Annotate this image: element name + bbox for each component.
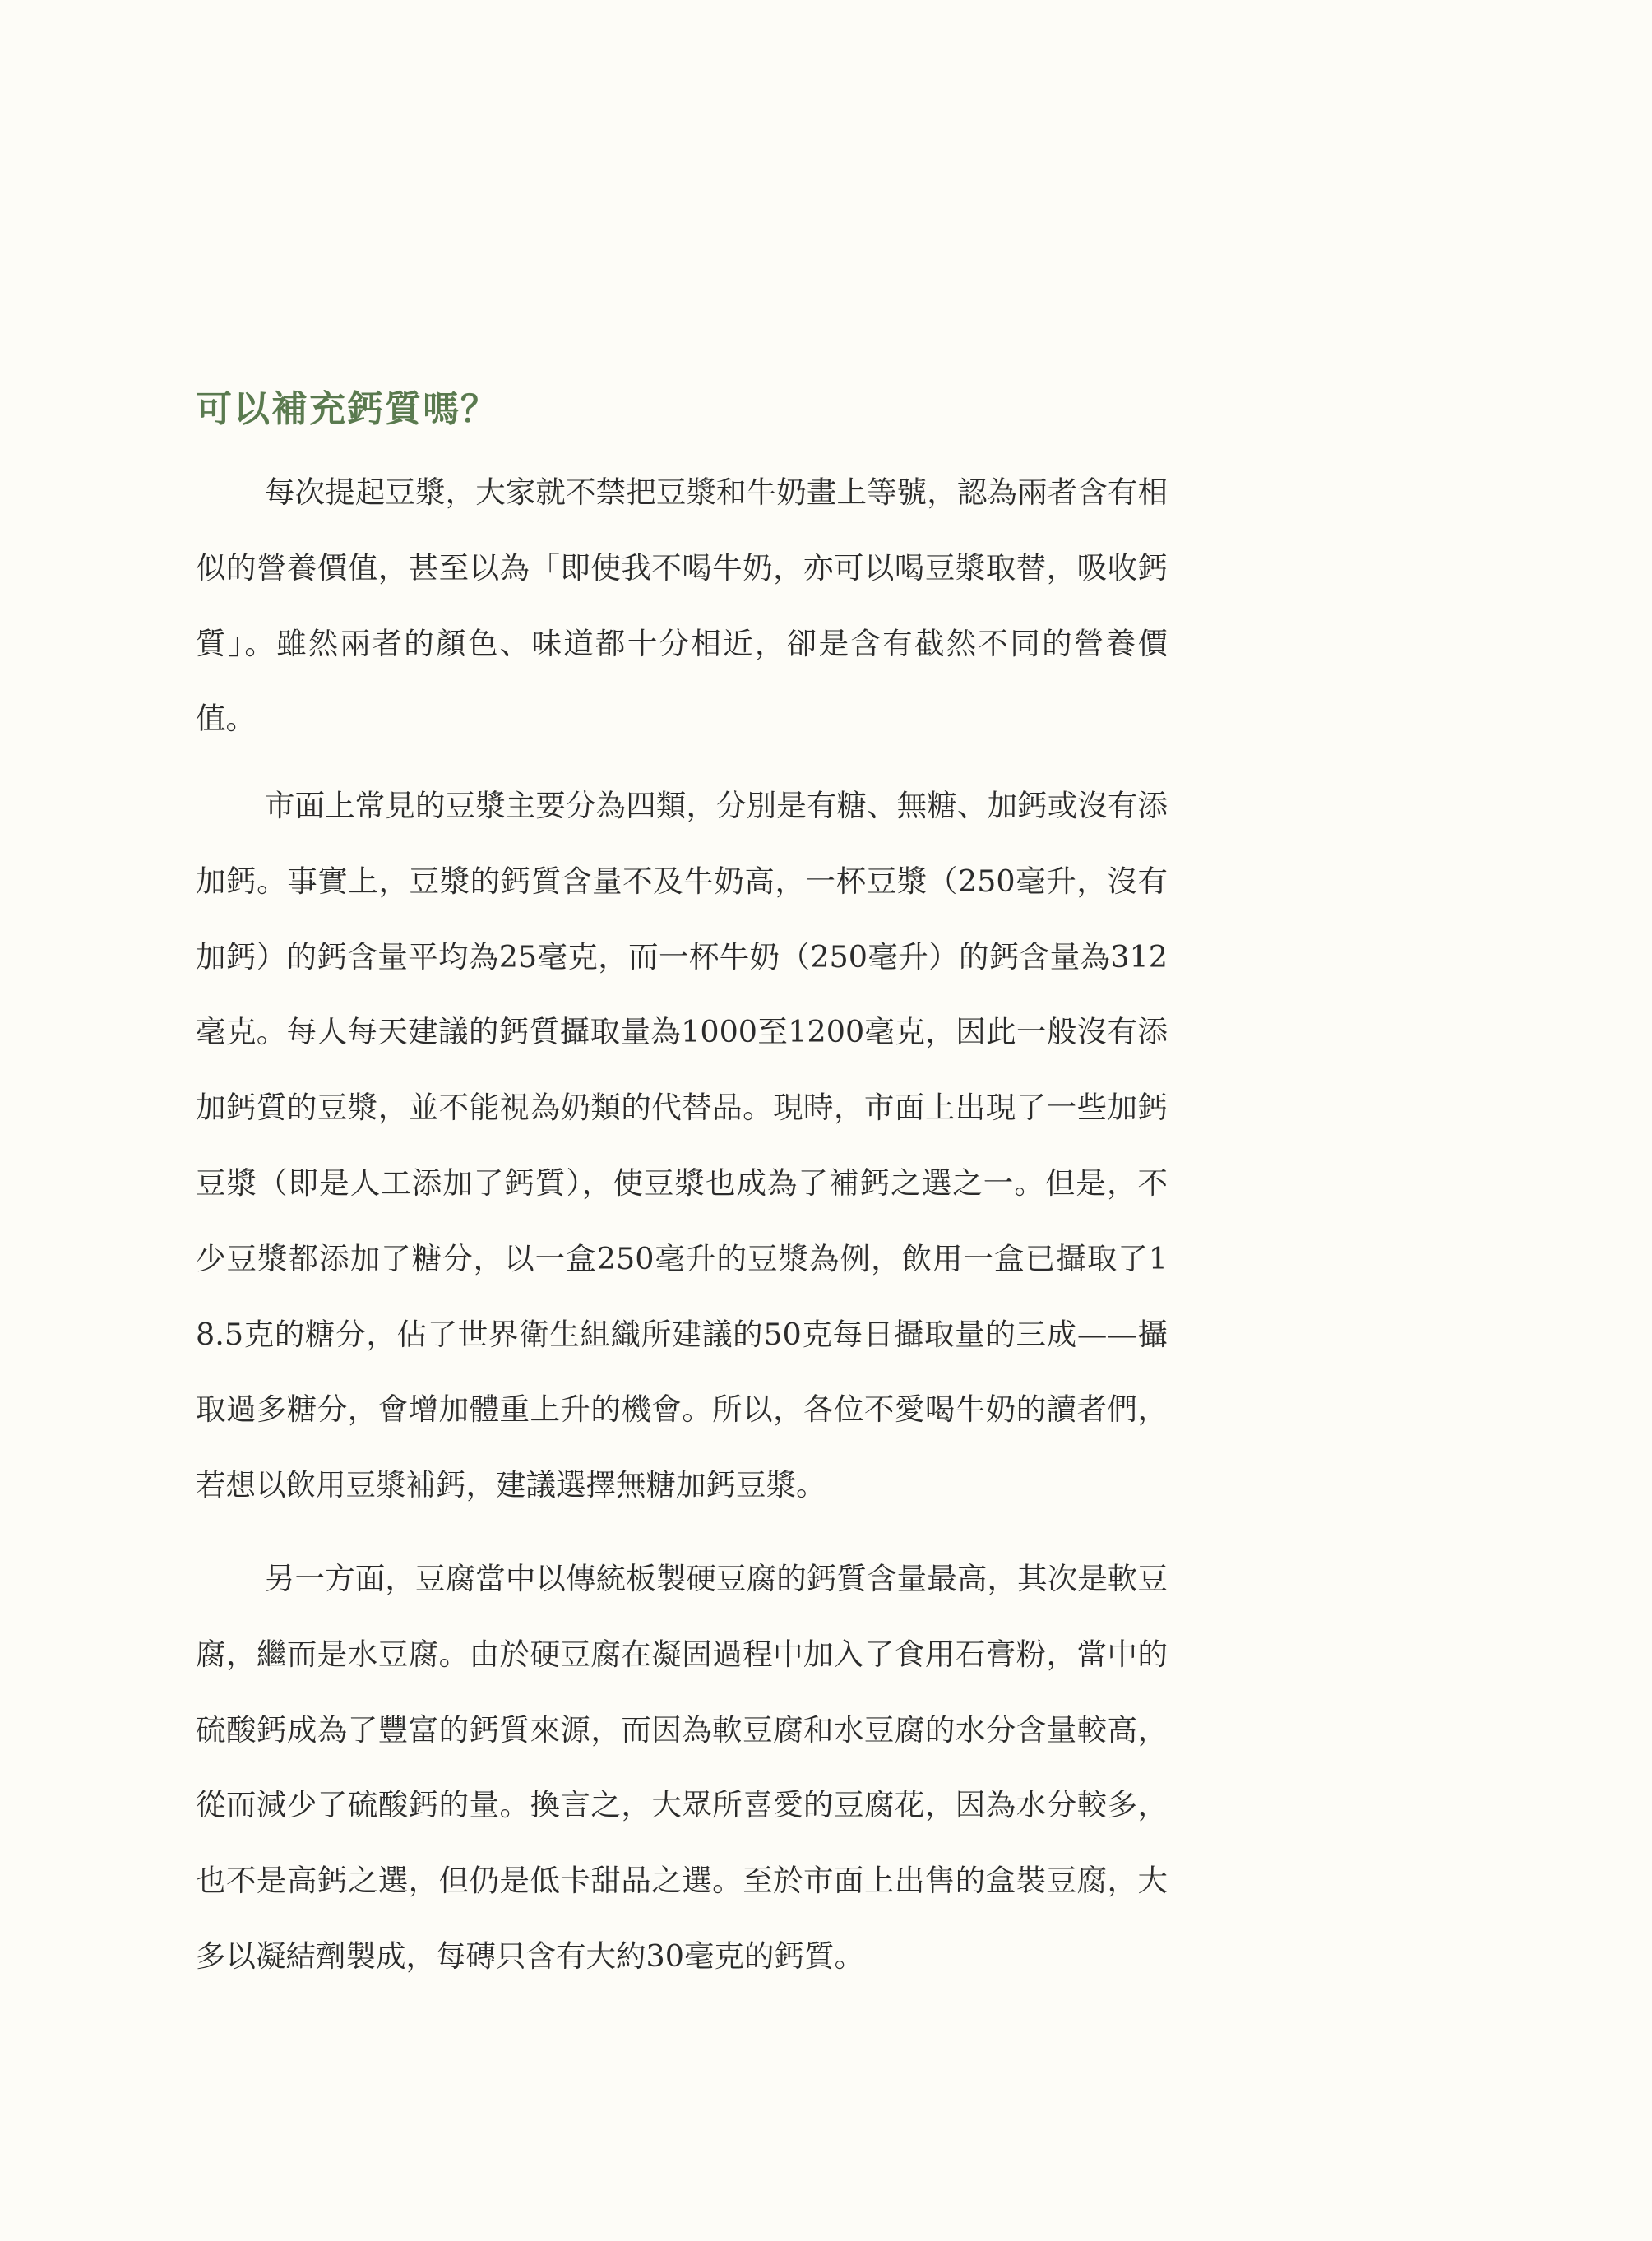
section-heading: 可以補充鈣質嗎？ <box>196 388 498 430</box>
paragraph-soy-milk-vs-milk: 每次提起豆漿，大家就不禁把豆漿和牛奶畫上等號，認為兩者含有相似的營養價值，甚至以為「即使我不喝牛奶，亦可以喝豆漿取替，吸收鈣質」。雖然兩者的顏色、味道都十分相近，卻是含有截然不同的營養價值。 <box>196 475 1168 737</box>
article-page <box>196 0 1168 2241</box>
paragraph-soy-milk-calcium: 市面上常見的豆漿主要分為四類，分別是有糖、無糖、加鈣或沒有添加鈣。事實上，豆漿的鈣質含量不及牛奶高，一杯豆漿（250毫升，沒有加鈣）的鈣含量平均為25毫克，而一杯牛奶（250毫升）的鈣含量為312毫克。每人每天建議的鈣質攝取量為1000至1200毫克，因此一般沒有添加鈣質的豆漿，並不能視為奶類的代替品。現時，市面上出現了一些加鈣豆漿（即是人工添加了鈣質），使豆漿也成為了補鈣之選之一。但是，不少豆漿都添加了糖分，以一盒250毫升的豆漿為例，飲用一盒已攝取了18.5克的糖分，佔了世界衛生組織所建議的50克每日攝取量的三成——攝取過多糖分，會增加體重上升的機會。所以，各位不愛喝牛奶的讀者們，若想以飲用豆漿補鈣，建議選擇無糖加鈣豆漿。 <box>196 788 1168 1503</box>
paragraph-tofu-calcium: 另一方面，豆腐當中以傳統板製硬豆腐的鈣質含量最高，其次是軟豆腐，繼而是水豆腐。由於硬豆腐在凝固過程中加入了食用石膏粉，當中的硫酸鈣成為了豐富的鈣質來源，而因為軟豆腐和水豆腐的水分含量較高，從而減少了硫酸鈣的量。換言之，大眾所喜愛的豆腐花，因為水分較多，也不是高鈣之選，但仍是低卡甜品之選。至於市面上出售的盒裝豆腐，大多以凝結劑製成，每磚只含有大約30毫克的鈣質。 <box>196 1561 1168 1974</box>
